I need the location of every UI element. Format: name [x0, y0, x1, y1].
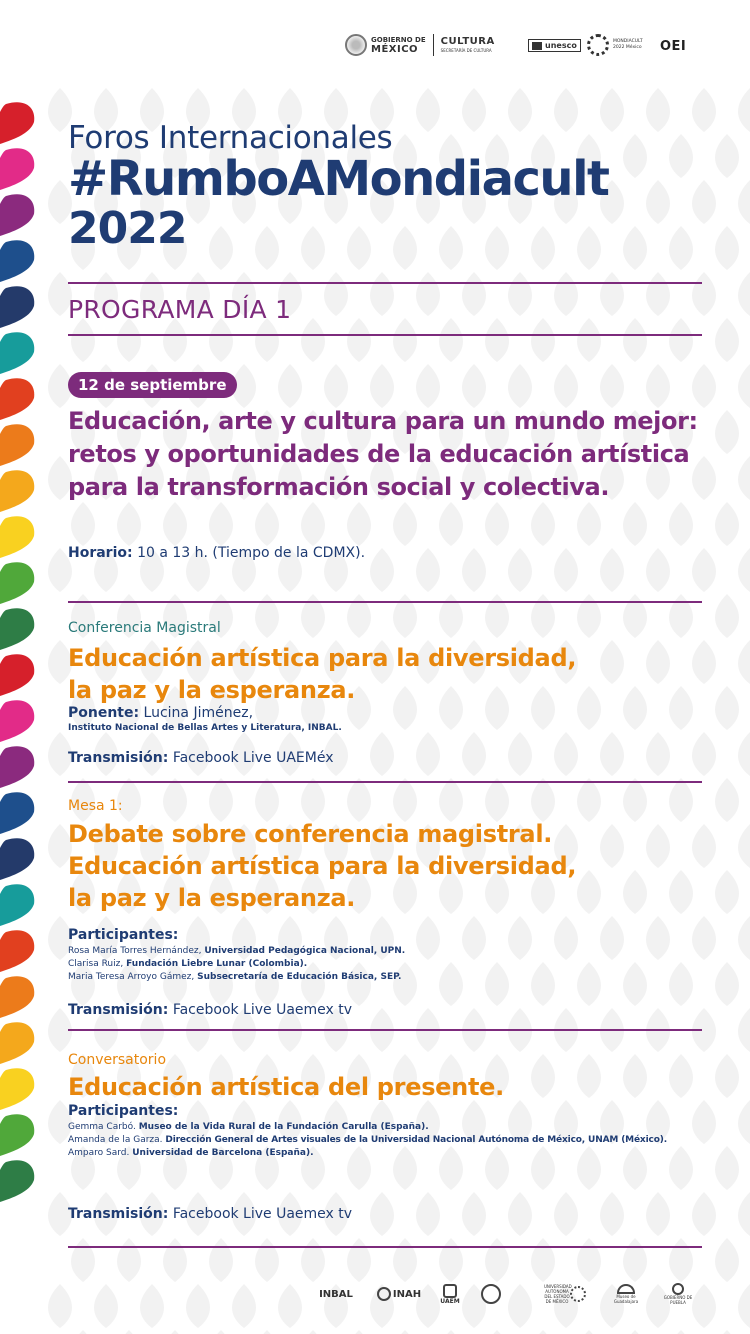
- flower-icon: [570, 1286, 586, 1302]
- mesa-participantes-label: Participantes:: [68, 927, 179, 943]
- header-logos: [345, 34, 700, 62]
- color-drop: [0, 332, 34, 374]
- footer-logos: [308, 1278, 698, 1310]
- uaem-small-text: UNIVERSIDAD AUTÓNOMA DEL ESTADO DE MÉXICO: [544, 1284, 572, 1304]
- participant-name: Amparo Sard.: [68, 1148, 130, 1158]
- gobierno-puebla-logo: [658, 1278, 698, 1310]
- conferencia-title-line2: la paz y la esperanza.: [68, 676, 356, 704]
- participant-name: Clarisa Ruiz,: [68, 959, 124, 969]
- bg-drop: [738, 180, 750, 224]
- participant-name: Maria Teresa Arroyo Gámez,: [68, 972, 195, 982]
- left-color-drops: [0, 0, 40, 1334]
- color-drop: [0, 700, 34, 742]
- transmision-value: Facebook Live Uaemex tv: [172, 1206, 353, 1222]
- mesa-label: Mesa 1:: [68, 798, 123, 814]
- list-item: [68, 1134, 667, 1147]
- inbal-text: INBAL: [319, 1288, 353, 1300]
- participant-org: Dirección General de Artes visuales de la Universidad Nacional Autónoma de México, UNAM (México).: [165, 1135, 667, 1145]
- conferencia-title-line1: Educación artística para la diversidad,: [68, 644, 577, 672]
- ponente-institution: Instituto Nacional de Bellas Artes y Literatura, INBAL.: [68, 723, 342, 733]
- color-drop: [0, 194, 34, 236]
- color-drop: [0, 746, 34, 788]
- color-drop: [0, 470, 34, 512]
- mondiacult-flower-icon: [587, 34, 609, 56]
- color-drop: [0, 240, 34, 282]
- oei-logo: [660, 39, 686, 54]
- museo-guadalajara-logo: [604, 1278, 648, 1310]
- title-hashtag: #RumboAMondiacult: [68, 151, 609, 207]
- cultura-sub-text: SECRETARÍA DE CULTURA: [440, 48, 492, 53]
- mesa-title-line1: Debate sobre conferencia magistral.: [68, 820, 553, 848]
- bg-drop: [715, 318, 739, 362]
- participant-name: Amanda de la Garza.: [68, 1135, 163, 1145]
- color-drop: [0, 654, 34, 696]
- transmision-label: Transmisión:: [68, 1002, 169, 1018]
- conversatorio-transmision: [68, 1206, 352, 1222]
- inbal-logo: [308, 1278, 364, 1310]
- inah-icon: [377, 1287, 391, 1301]
- list-item: [68, 1147, 667, 1160]
- main-title: Educación, arte y cultura para un mundo mejor: retos y oportunidades de la educación artística para la transformación social y colectiva.: [68, 407, 698, 501]
- color-drop: [0, 1160, 34, 1202]
- ponente-label: Ponente:: [68, 705, 140, 721]
- mesa-title: [68, 818, 708, 914]
- color-drop: [0, 378, 34, 420]
- divider: [68, 601, 702, 603]
- divider: [68, 334, 702, 336]
- ponente: [68, 705, 253, 721]
- conversatorio-participantes-label: Participantes:: [68, 1103, 179, 1119]
- date-badge: 12 de septiembre: [68, 372, 237, 398]
- list-item: [68, 958, 405, 971]
- participant-name: Rosa María Torres Hernández,: [68, 946, 202, 956]
- color-drop: [0, 1022, 34, 1064]
- mondiacult-text: MONDIACULT 2022 México: [613, 39, 643, 50]
- bg-drop: [715, 1330, 739, 1334]
- divider: [68, 1029, 702, 1031]
- unesco-temple-icon: [532, 42, 542, 50]
- participant-org: Fundación Liebre Lunar (Colombia).: [126, 959, 308, 969]
- color-drop: [0, 102, 34, 144]
- color-drop: [0, 148, 34, 190]
- title-year: 2022: [68, 203, 187, 254]
- uaem-text-logo: [534, 1278, 598, 1310]
- participant-name: Gemma Carbó.: [68, 1122, 136, 1132]
- guadalajara-text: Museo de Guadalajara: [613, 1294, 639, 1304]
- inah-text: INAH: [392, 1288, 422, 1300]
- participant-org: Subsecretaría de Educación Básica, SEP.: [197, 972, 402, 982]
- oei-text: OEI: [660, 39, 687, 54]
- horario: [68, 545, 365, 561]
- uaem-shield-icon: [443, 1284, 457, 1298]
- color-drop: [0, 838, 34, 880]
- bg-drop: [738, 1284, 750, 1328]
- color-drop: [0, 562, 34, 604]
- color-drop: [0, 516, 34, 558]
- mesa-title-line3: la paz y la esperanza.: [68, 884, 356, 912]
- unesco-text: unesco: [545, 41, 577, 50]
- coat-of-arms-icon: [345, 34, 367, 56]
- color-drop: [0, 884, 34, 926]
- bg-drop: [738, 456, 750, 500]
- mesa-participant-list: [68, 945, 405, 984]
- horario-label: Horario:: [68, 545, 133, 561]
- bg-drop: [738, 640, 750, 684]
- color-drop: [0, 424, 34, 466]
- horario-value: 10 a 13 h. (Tiempo de la CDMX).: [137, 545, 366, 561]
- transmision-value: Facebook Live Uaemex tv: [172, 1002, 353, 1018]
- conferencia-title: [68, 642, 708, 706]
- cultura-text: CULTURA: [440, 36, 495, 47]
- bg-drop: [715, 502, 739, 546]
- title-foros: Foros Internacionales: [68, 120, 393, 156]
- arch-icon: [617, 1284, 635, 1294]
- list-item: [68, 971, 405, 984]
- gobierno-mexico-logo: [345, 34, 495, 56]
- inah-logo: [374, 1278, 424, 1310]
- poster-content: [68, 0, 702, 1334]
- color-drop: [0, 608, 34, 650]
- conversatorio-participant-list: [68, 1121, 667, 1160]
- bg-drop: [738, 1100, 750, 1144]
- mesa-transmision: [68, 1002, 352, 1018]
- bg-drop: [715, 226, 739, 270]
- seal-icon: [481, 1284, 501, 1304]
- divider: [68, 282, 702, 284]
- participant-org: Museo de la Vida Rural de la Fundación Carulla (España).: [138, 1122, 429, 1132]
- uaem-logo: [434, 1278, 466, 1310]
- bg-drop: [715, 134, 739, 178]
- conversatorio-label: Conversatorio: [68, 1052, 167, 1068]
- transmision-label: Transmisión:: [68, 1206, 169, 1222]
- bg-drop: [738, 272, 750, 316]
- ponente-name: Lucina Jiménez,: [143, 705, 254, 721]
- unesco-logo: [528, 39, 581, 52]
- programa-heading: PROGRAMA DÍA 1: [68, 295, 292, 324]
- bg-drop: [738, 1008, 750, 1052]
- bg-drop: [715, 1054, 739, 1098]
- puebla-icon: [672, 1283, 684, 1295]
- divider: [68, 781, 702, 783]
- participant-org: Universidad Pedagógica Nacional, UPN.: [204, 946, 406, 956]
- bg-drop: [738, 824, 750, 868]
- color-drop: [0, 286, 34, 328]
- bg-drop: [715, 1238, 739, 1282]
- bg-drop: [738, 916, 750, 960]
- color-drop: [0, 930, 34, 972]
- uaem-text: UAEM: [440, 1297, 460, 1305]
- color-drop: [0, 976, 34, 1018]
- university-seal-logo: [480, 1278, 504, 1310]
- bg-drop: [738, 364, 750, 408]
- bg-drop: [715, 870, 739, 914]
- participant-org: Universidad de Barcelona (España).: [132, 1148, 314, 1158]
- bg-drop: [738, 88, 750, 132]
- conferencia-label: Conferencia Magistral: [68, 620, 221, 636]
- bg-drop: [715, 686, 739, 730]
- conversatorio-title: Educación artística del presente.: [68, 1073, 504, 1101]
- transmision-label: Transmisión:: [68, 750, 169, 766]
- bg-drop: [715, 962, 739, 1006]
- mondiacult-logo: [583, 34, 647, 56]
- gobierno-small-text: GOBIERNO DE: [371, 35, 426, 44]
- color-drop: [0, 1114, 34, 1156]
- color-drop: [0, 792, 34, 834]
- bg-drop: [715, 1146, 739, 1190]
- transmision-value: Facebook Live UAEMéx: [172, 750, 334, 766]
- color-drop: [0, 1068, 34, 1110]
- logo-separator: [433, 34, 434, 56]
- mesa-title-line2: Educación artística para la diversidad,: [68, 852, 577, 880]
- divider: [68, 1246, 702, 1248]
- bg-drop: [715, 778, 739, 822]
- bg-drop: [715, 410, 739, 454]
- bg-drop: [738, 1192, 750, 1236]
- list-item: [68, 1121, 667, 1134]
- conferencia-transmision: [68, 750, 334, 766]
- bg-drop: [715, 594, 739, 638]
- list-item: [68, 945, 405, 958]
- gobierno-big-text: MÉXICO: [371, 43, 419, 55]
- puebla-text: GOBIERNO DE PUEBLA: [663, 1295, 693, 1305]
- bg-drop: [738, 732, 750, 776]
- bg-drop: [738, 548, 750, 592]
